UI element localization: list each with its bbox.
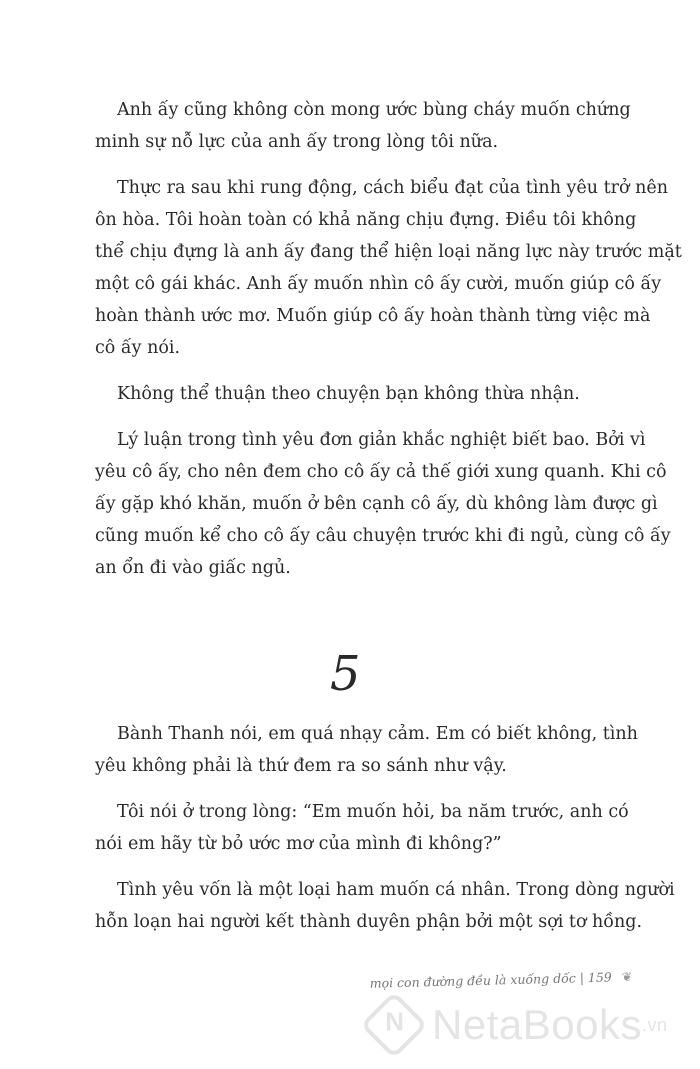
page-number: 159 <box>587 969 612 986</box>
watermark-brand: NetaBooks <box>432 1001 642 1048</box>
text-line: một cô gái khác. Anh ấy muốn nhìn cô ấy cười, muốn giúp cô ấy <box>95 274 662 294</box>
text-line: Bành Thanh nói, em quá nhạy cảm. Em có biết không, tình <box>117 724 638 744</box>
footer-separator: | <box>579 970 585 986</box>
paragraph <box>95 172 682 364</box>
paragraph <box>95 424 671 584</box>
paragraph <box>95 378 605 410</box>
watermark-suffix: .vn <box>641 1014 668 1035</box>
body-text-top <box>95 94 682 598</box>
text-line: ấy gặp khó khăn, muốn ở bên cạnh cô ấy, dù không làm được gì <box>95 494 658 514</box>
paragraph <box>95 874 675 938</box>
text-line: Tôi nói ở trong lòng: “Em muốn hỏi, ba năm trước, anh có <box>117 802 629 822</box>
text-line: Anh ấy cũng không còn mong ước bùng cháy muốn chứng <box>117 100 631 120</box>
netabooks-logo-icon <box>360 991 428 1059</box>
chapter-number: 5 <box>330 646 361 702</box>
paragraph <box>95 796 629 860</box>
watermark <box>360 995 700 1055</box>
text-line: Thực ra sau khi rung động, cách biểu đạt của tình yêu trở nên <box>117 178 669 198</box>
text-line: nói em hãy từ bỏ ước mơ của mình đi không?” <box>95 834 502 854</box>
text-line: hoàn thành ước mơ. Muốn giúp cô ấy hoàn thành từng việc mà <box>95 306 651 326</box>
leaf-ornament-icon: ❦ <box>621 968 633 985</box>
text-line: yêu không phải là thứ đem ra so sánh như vậy. <box>95 756 507 776</box>
paragraph <box>95 94 631 158</box>
text-line: Lý luận trong tình yêu đơn giản khắc nghiệt biết bao. Bởi vì <box>117 430 646 450</box>
text-line: cô ấy nói. <box>95 338 181 358</box>
text-line: minh sự nỗ lực của anh ấy trong lòng tôi nữa. <box>95 132 499 152</box>
paragraph <box>95 718 638 782</box>
running-title: mọi con đường đều là xuống dốc <box>369 970 576 991</box>
text-line: Tình yêu vốn là một loại ham muốn cá nhân. Trong dòng người <box>117 880 675 900</box>
text-line: thể chịu đựng là anh ấy đang thể hiện loại năng lực này trước mặt <box>95 242 682 262</box>
body-text-bottom <box>95 718 675 952</box>
text-line: yêu cô ấy, cho nên đem cho cô ấy cả thế giới xung quanh. Khi cô <box>95 462 667 482</box>
text-line: hỗn loạn hai người kết thành duyên phận bởi một sợi tơ hồng. <box>95 912 643 932</box>
text-line: Không thể thuận theo chuyện bạn không thừa nhận. <box>117 384 580 404</box>
text-line: ôn hòa. Tôi hoàn toàn có khả năng chịu đựng. Điều tôi không <box>95 210 637 230</box>
text-line: an ổn đi vào giấc ngủ. <box>95 558 291 578</box>
text-line: cũng muốn kể cho cô ấy câu chuyện trước khi đi ngủ, cùng cô ấy <box>95 526 671 546</box>
